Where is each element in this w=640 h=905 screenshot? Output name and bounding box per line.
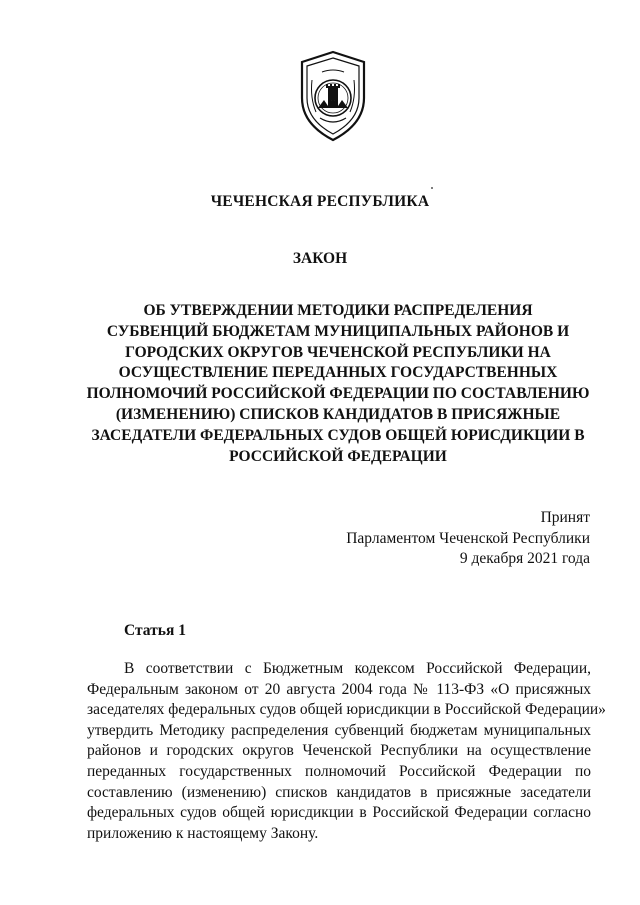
body-line: составлению (изменению) списков кандидатов в присяжные заседатели: [87, 783, 591, 801]
law-title-line: (ИЗМЕНЕНИЮ) СПИСКОВ КАНДИДАТОВ В ПРИСЯЖНЫЕ: [115, 405, 561, 423]
article-body: [87, 659, 606, 844]
law-title-line: СУБВЕНЦИЙ БЮДЖЕТАМ МУНИЦИПАЛЬНЫХ РАЙОНОВ И: [106, 322, 570, 340]
body-line: переданных государственных полномочий Российской Федерации по: [87, 762, 591, 780]
law-title-line: ОСУЩЕСТВЛЕНИЕ ПЕРЕДАННЫХ ГОСУДАРСТВЕННЫХ: [118, 364, 558, 382]
document-type: ЗАКОН: [292, 250, 348, 267]
law-title-line: ПОЛНОМОЧИЙ РОССИЙСКОЙ ФЕДЕРАЦИИ ПО СОСТАВЛЕНИЮ: [86, 385, 590, 403]
law-title-line: ГОРОДСКИХ ОКРУГОВ ЧЕЧЕНСКОЙ РЕСПУБЛИКИ НА: [125, 343, 551, 361]
body-line: Федеральным законом от 20 августа 2004 года № 113-ФЗ «О присяжных: [87, 680, 591, 698]
body-line: приложению к настоящему Закону.: [87, 824, 319, 842]
body-line: федеральных судов общей юрисдикции в Российской Федерации согласно: [87, 804, 591, 822]
scan-speck: [431, 187, 433, 189]
republic-name: ЧЕЧЕНСКАЯ РЕСПУБЛИКА: [210, 193, 430, 210]
article-heading: Статья 1: [124, 622, 186, 639]
body-line: заседателях федеральных судов общей юрисдикции в Российской Федерации»: [87, 701, 606, 719]
adoption-label: Принят: [540, 509, 590, 526]
law-title-line: ОБ УТВЕРЖДЕНИИ МЕТОДИКИ РАСПРЕДЕЛЕНИЯ: [143, 302, 533, 319]
body-line: районов и городских округов Чеченской Республики на осуществление: [87, 742, 591, 760]
law-title: [78, 301, 598, 467]
body-line: утвердить Методику распределения субвенций бюджетам муниципальных: [87, 721, 591, 739]
adoption-body: Парламентом Чеченской Республики: [346, 529, 590, 547]
adoption-block: [346, 508, 590, 570]
law-title-line: ЗАСЕДАТЕЛИ ФЕДЕРАЛЬНЫХ СУДОВ ОБЩЕЙ ЮРИСДИКЦИИ В: [91, 426, 585, 444]
body-line: В соответствии с Бюджетным кодексом Российской Федерации,: [124, 660, 591, 677]
adoption-date: 9 декабря 2021 года: [459, 550, 590, 567]
law-title-line: РОССИЙСКОЙ ФЕДЕРАЦИИ: [229, 447, 447, 465]
coat-of-arms-icon: [298, 50, 368, 142]
